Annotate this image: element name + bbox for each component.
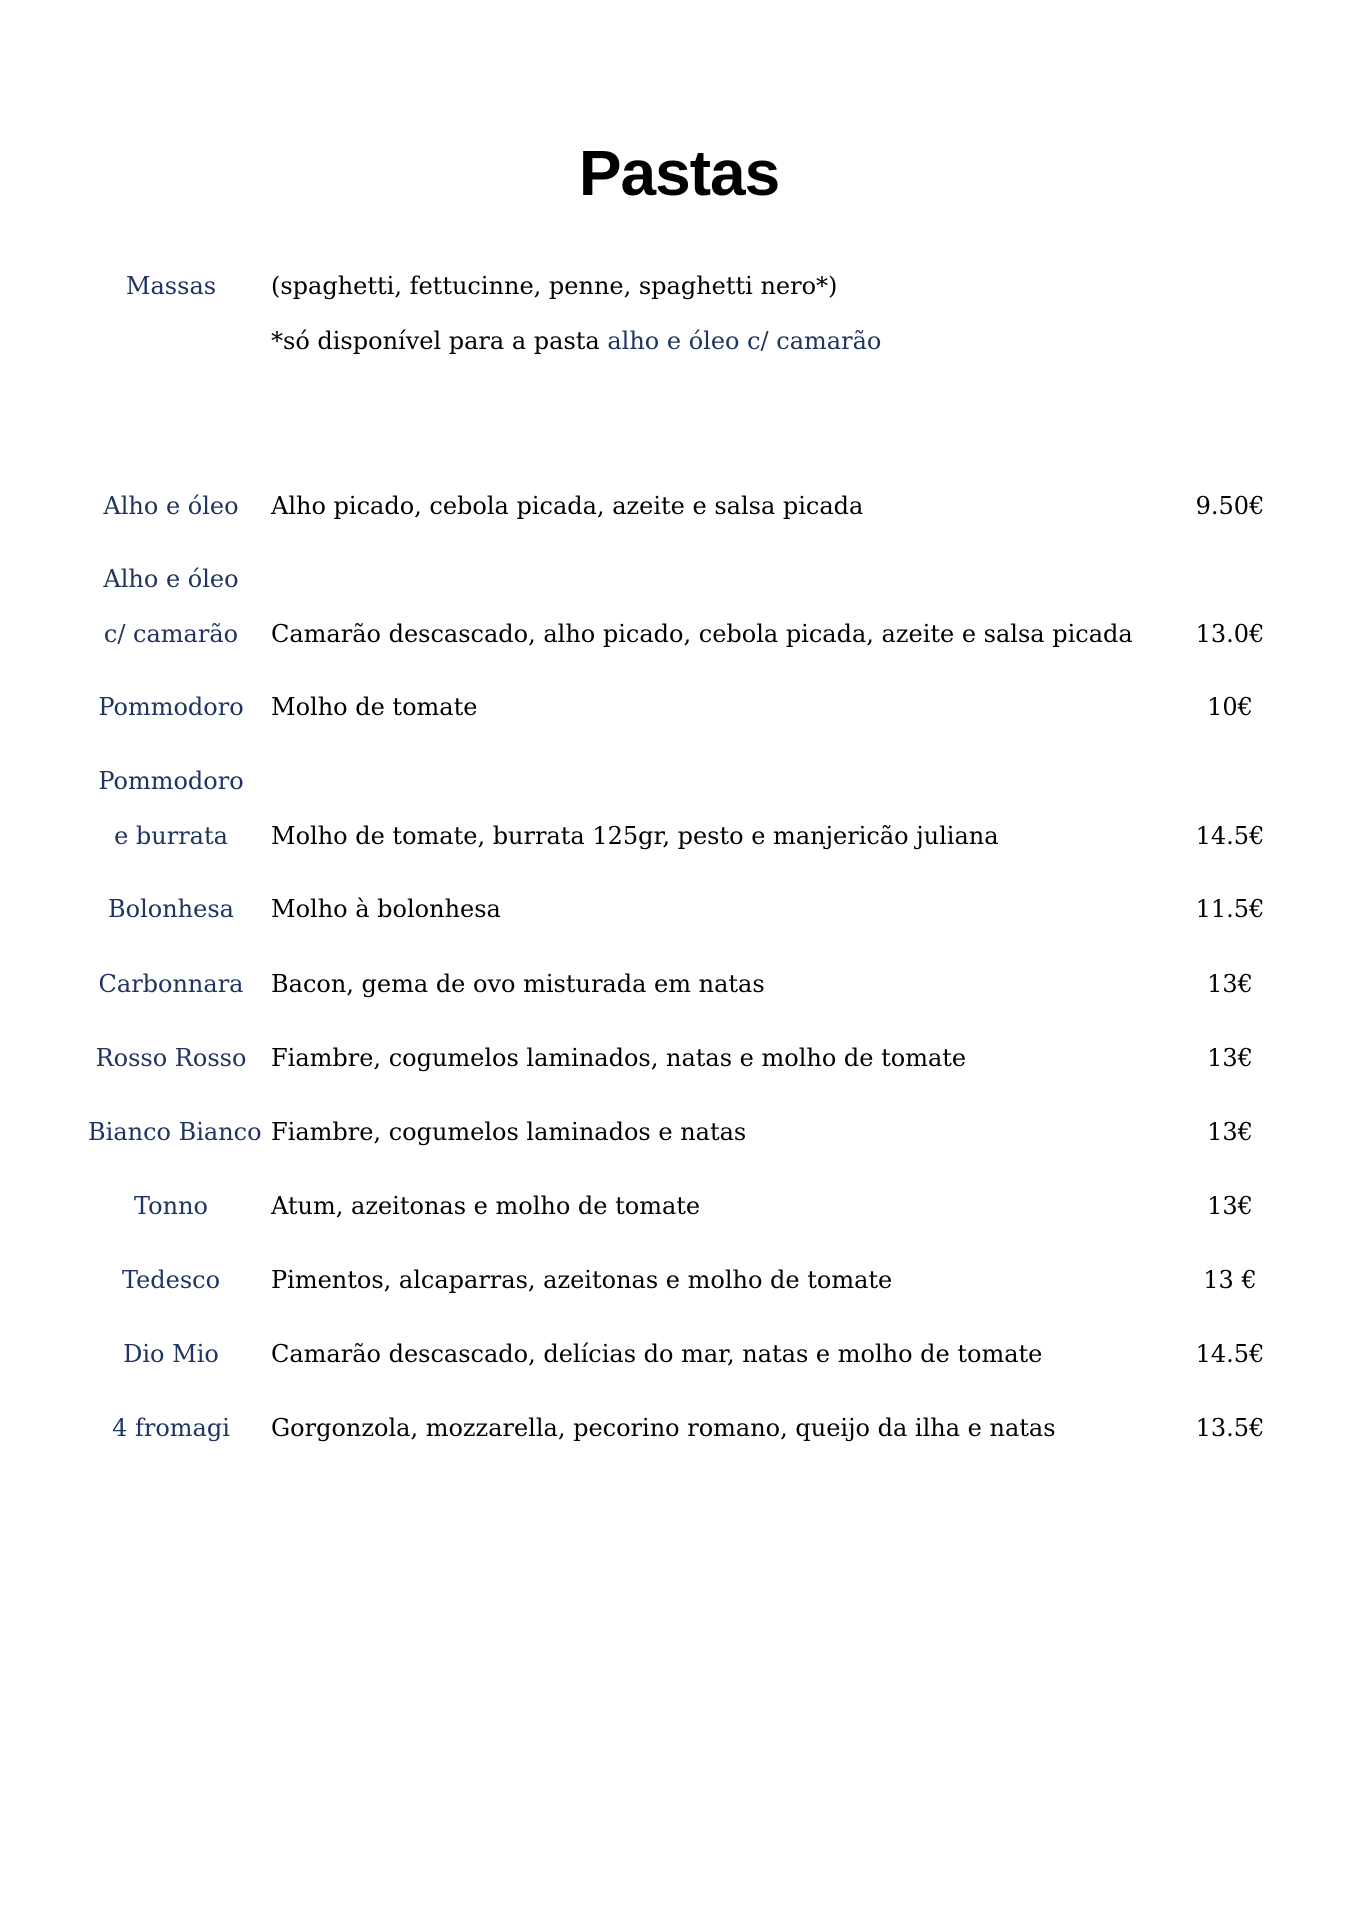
- menu-item-description: Molho à bolonhesa: [271, 895, 501, 923]
- menu-item-description: Camarão descascado, delícias do mar, natas e molho de tomate: [271, 1340, 1043, 1368]
- menu-item-description: Camarão descascado, alho picado, cebola picada, azeite e salsa picada: [271, 620, 1133, 648]
- menu-item-price: 13€: [1207, 1044, 1253, 1072]
- menu-item-name: c/ camarão: [103, 620, 239, 648]
- menu-item-name: Alho e óleo: [103, 492, 239, 520]
- menu-item-description: Alho picado, cebola picada, azeite e salsa picada: [271, 492, 864, 520]
- menu-item-name: Tedesco: [121, 1266, 221, 1294]
- menu-item-price: 13.0€: [1195, 620, 1265, 648]
- menu-item-name: Bianco Bianco: [88, 1118, 262, 1146]
- menu-item-price: 13€: [1207, 970, 1253, 998]
- menu-item-price: 13 €: [1203, 1266, 1257, 1294]
- intro-note-prefix: *só disponível para a pasta: [271, 327, 608, 355]
- intro-label: Massas: [125, 272, 217, 300]
- menu-item-description: Fiambre, cogumelos laminados e natas: [271, 1118, 747, 1146]
- menu-item-name: Dio Mio: [123, 1340, 219, 1368]
- menu-item-description: Molho de tomate, burrata 125gr, pesto e manjericão juliana: [271, 822, 999, 850]
- intro-note-highlight: alho e óleo c/ camarão: [607, 327, 882, 355]
- page-title: Pastas: [578, 137, 780, 209]
- menu-item-price: 10€: [1207, 693, 1253, 721]
- menu-item-price: 14.5€: [1195, 1340, 1265, 1368]
- menu-item-price: 13.5€: [1195, 1414, 1265, 1442]
- menu-item-price: 13€: [1207, 1192, 1253, 1220]
- menu-item-name: Pommodoro: [98, 693, 244, 721]
- menu-item-price: 13€: [1207, 1118, 1253, 1146]
- menu-item-description: Gorgonzola, mozzarella, pecorino romano, queijo da ilha e natas: [271, 1414, 1056, 1442]
- menu-item-name: Alho e óleo: [103, 565, 239, 593]
- menu-item-name: Pommodoro: [98, 767, 244, 795]
- menu-item-price: 14.5€: [1195, 822, 1265, 850]
- intro-pasta-types: (spaghetti, fettucinne, penne, spaghetti nero*): [271, 272, 838, 300]
- menu-item-description: Bacon, gema de ovo misturada em natas: [271, 970, 765, 998]
- menu-item-description: Fiambre, cogumelos laminados, natas e molho de tomate: [271, 1044, 967, 1072]
- menu-item-name: e burrata: [114, 822, 228, 850]
- menu-item-description: Pimentos, alcaparras, azeitonas e molho de tomate: [271, 1266, 893, 1294]
- menu-item-name: 4 fromagi: [112, 1414, 230, 1442]
- menu-item-name: Tonno: [134, 1192, 208, 1220]
- menu-item-name: Bolonhesa: [108, 895, 234, 923]
- menu-item-price: 11.5€: [1195, 895, 1265, 923]
- menu-item-name: Rosso Rosso: [95, 1044, 247, 1072]
- menu-item-price: 9.50€: [1195, 492, 1265, 520]
- intro-note: [271, 327, 881, 355]
- menu-item-description: Atum, azeitonas e molho de tomate: [271, 1192, 701, 1220]
- menu-item-description: Molho de tomate: [271, 693, 478, 721]
- menu-item-name: Carbonnara: [98, 970, 244, 998]
